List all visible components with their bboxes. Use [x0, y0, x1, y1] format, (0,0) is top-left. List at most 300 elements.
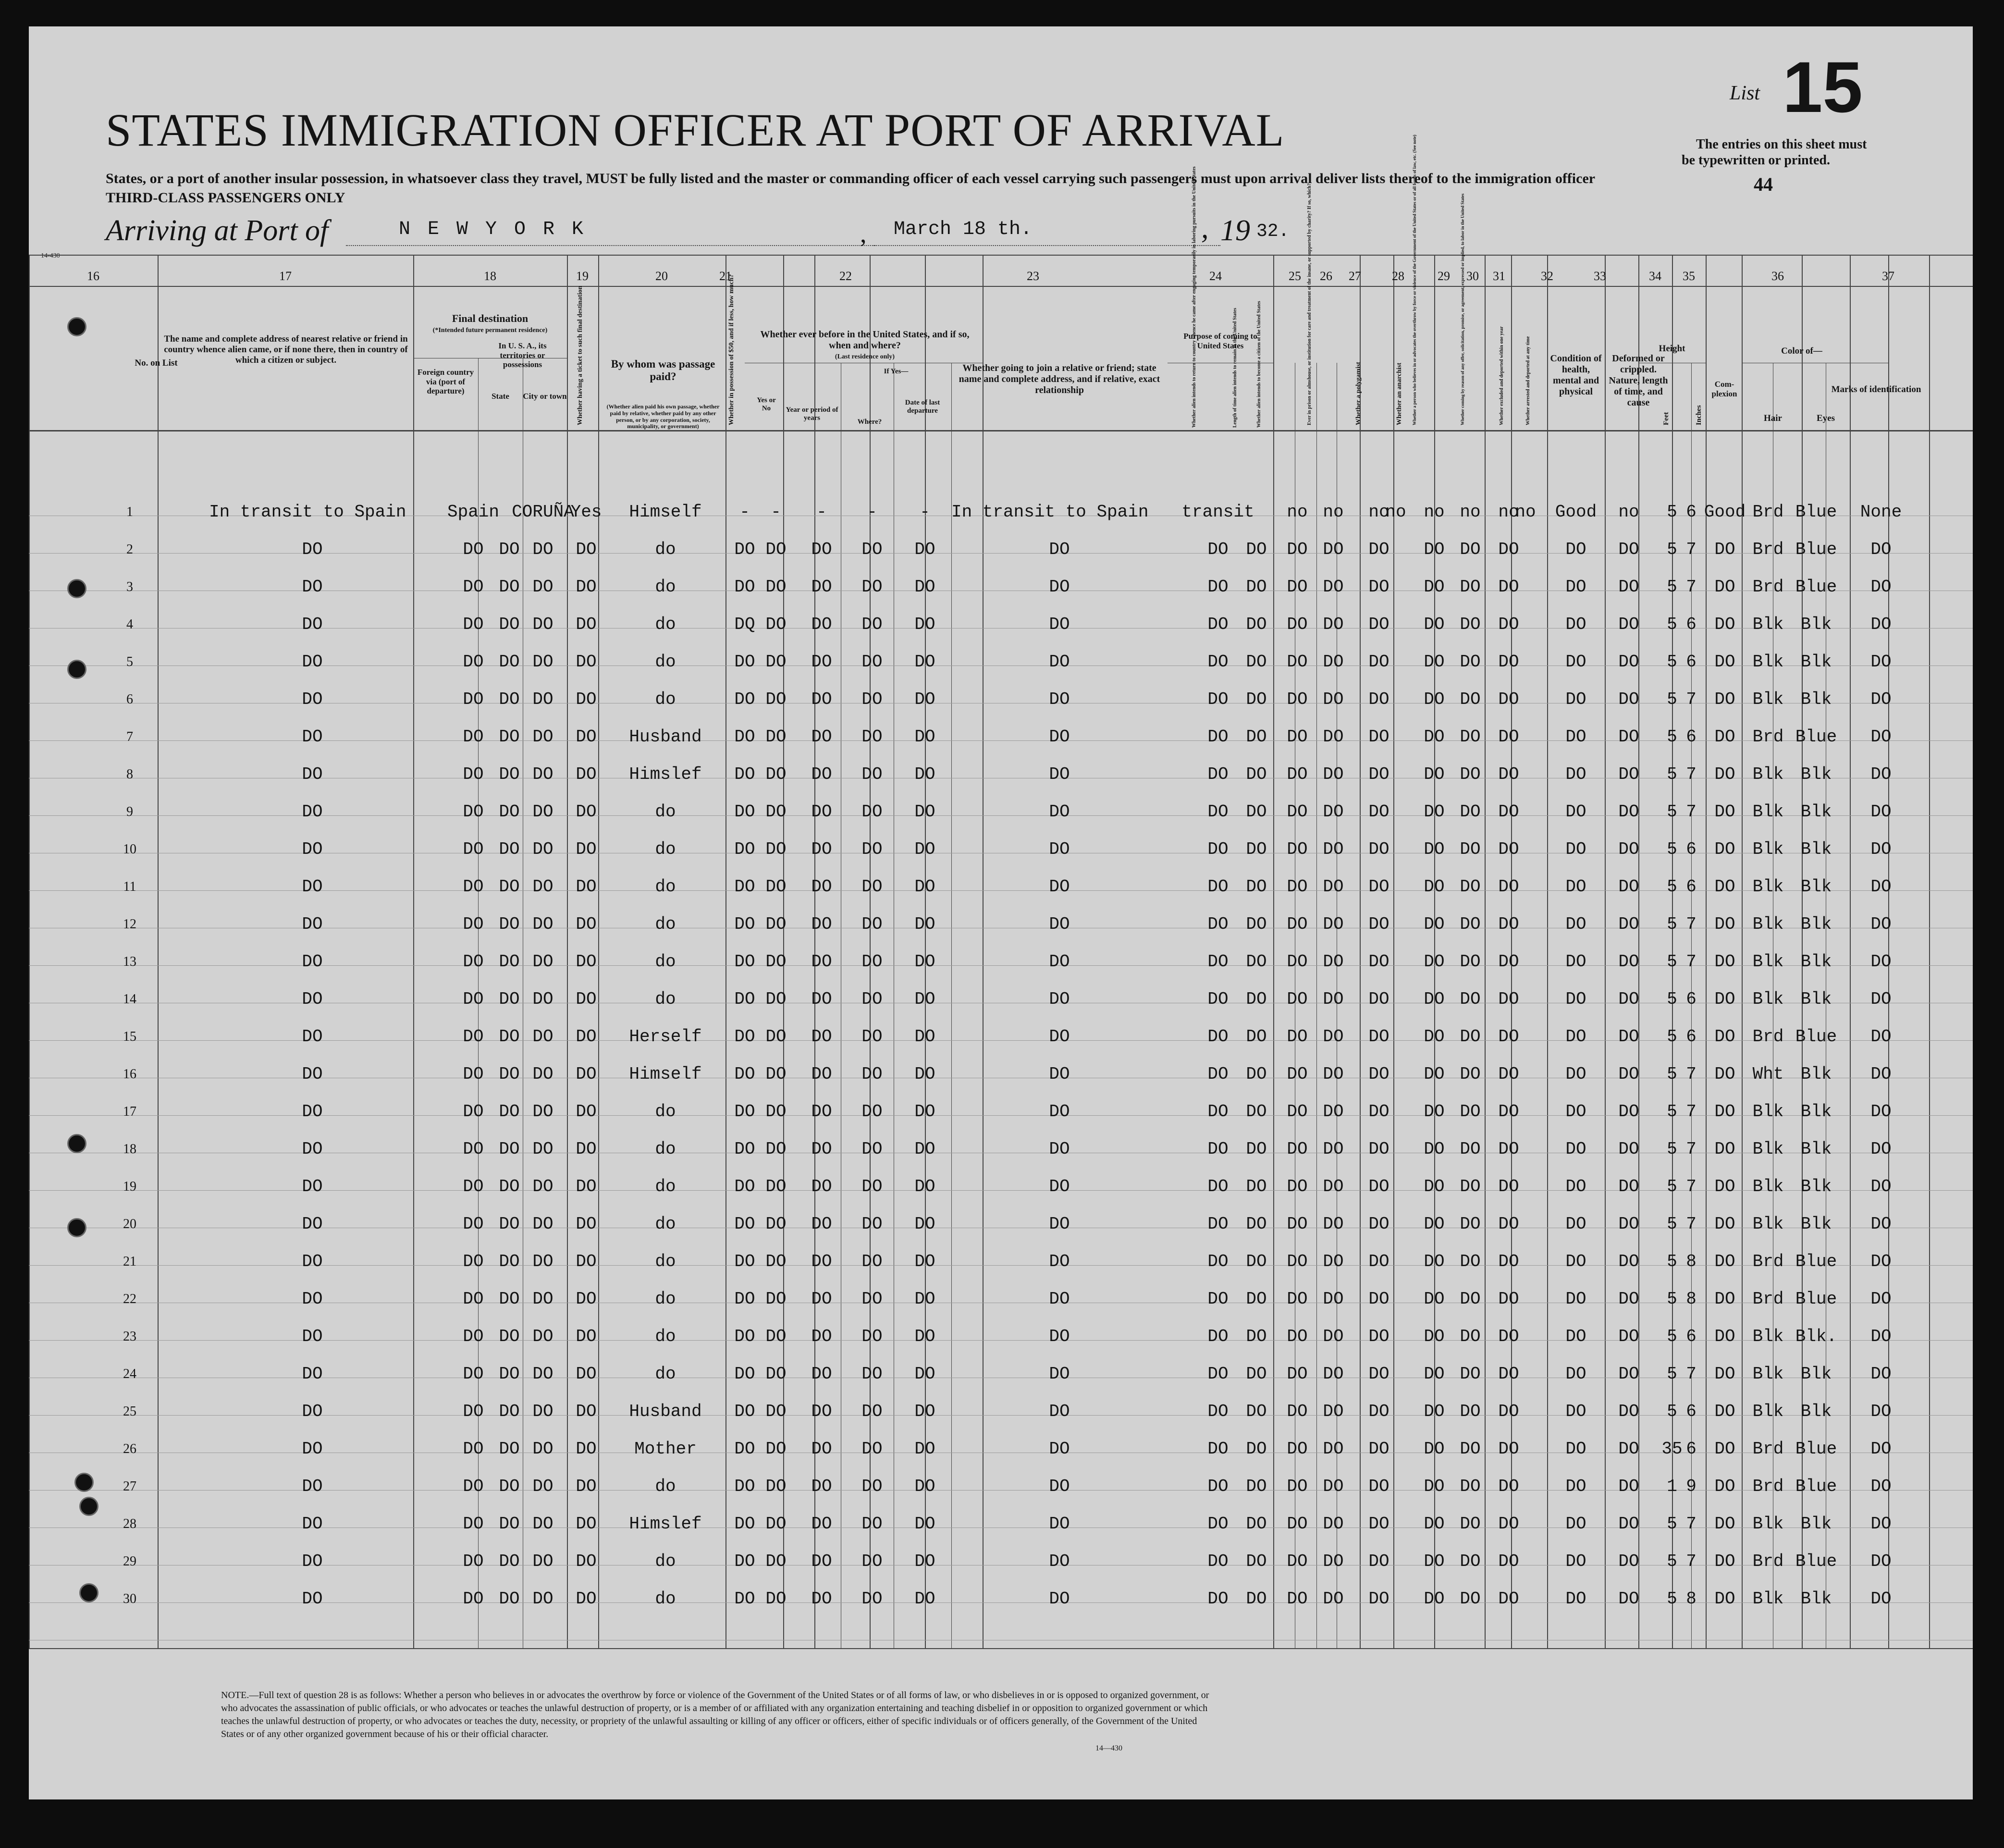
cell-c17: DO [302, 1439, 323, 1459]
cell-c19: DO [576, 1327, 597, 1346]
cell-c18b: DO [499, 764, 520, 784]
cell-c20: do [655, 1252, 676, 1271]
cell-c26: DO [1368, 652, 1389, 672]
cell-c20: do [655, 1289, 676, 1309]
cell-c22a: DO [765, 1439, 787, 1459]
cell-c34a: 5 [1667, 1177, 1677, 1196]
cell-c36a: Blk [1752, 1327, 1784, 1346]
cell-c34a: 5 [1667, 502, 1677, 522]
row-number: 9 [126, 804, 133, 819]
row-number: 26 [123, 1441, 136, 1456]
cell-c30: DO [1498, 914, 1519, 934]
cell-c24b: DO [1246, 1214, 1267, 1234]
cell-c24a: DO [1207, 764, 1229, 784]
cell-c30: DO [1498, 952, 1519, 972]
cell-c20: do [655, 615, 676, 634]
cell-c37: DO [1870, 1477, 1892, 1496]
cell-c33: DO [1618, 1289, 1639, 1309]
cell-c34a: 5 [1667, 839, 1677, 859]
cell-c34a: 5 [1667, 1214, 1677, 1234]
cell-c35: DO [1714, 1139, 1735, 1159]
cell-c20: do [655, 577, 676, 597]
cell-c33: DO [1618, 1514, 1639, 1534]
cell-c22a: DO [765, 802, 787, 822]
header-inches: Inches [1695, 405, 1703, 425]
cell-c17: DO [302, 1214, 323, 1234]
cell-c23: DO [1049, 1102, 1070, 1121]
header-c31: Whether arrested and deported at any time [1525, 336, 1531, 425]
cell-c22b: DO [811, 1364, 832, 1384]
cell-c24c: DO [1287, 1327, 1308, 1346]
cell-c28: DO [1424, 727, 1445, 747]
cell-c18c: DO [532, 1439, 553, 1459]
cell-c22b: DO [811, 540, 832, 559]
header-yes-or-no: Yes or No [757, 396, 776, 413]
cell-c18b: DO [499, 802, 520, 822]
cell-c21: DO [734, 1214, 755, 1234]
cell-c18c: DO [532, 1177, 553, 1196]
cell-c22c: DO [861, 1177, 883, 1196]
cell-c23: DO [1049, 989, 1070, 1009]
cell-c29: DO [1460, 989, 1481, 1009]
cell-c34a: 5 [1667, 1402, 1677, 1421]
cell-c24b: DO [1246, 1252, 1267, 1271]
arriving-label: Arriving at Port of [106, 214, 329, 247]
cell-c33: DO [1618, 1364, 1639, 1384]
cell-c21: DO [734, 1139, 755, 1159]
cell-c22b: DO [811, 1252, 832, 1271]
cell-c18b: DO [499, 989, 520, 1009]
cell-c17: DO [302, 1064, 323, 1084]
cell-c36a: Brd [1752, 502, 1784, 522]
cell-c33: DO [1618, 615, 1639, 634]
row-number: 22 [123, 1292, 136, 1306]
cell-c24b: DO [1246, 1589, 1267, 1609]
column-number: 25 [1289, 269, 1301, 283]
cell-c28: DO [1424, 540, 1445, 559]
header-c26: Whether a polygamist [1355, 362, 1362, 425]
cell-c19: DO [576, 1252, 597, 1271]
cell-c24b: DO [1246, 615, 1267, 634]
cell-c35: DO [1714, 1552, 1735, 1571]
cell-c37: DO [1870, 1364, 1892, 1384]
cell-c22d: DO [914, 952, 935, 972]
cell-c34a: 5 [1667, 1289, 1677, 1309]
cell-c35: DO [1714, 1289, 1735, 1309]
cell-c22b: DO [811, 1552, 832, 1571]
cell-c32: DO [1565, 577, 1586, 597]
row-number: 4 [126, 617, 133, 632]
cell-c36b: Blk [1800, 615, 1832, 634]
cell-c19: DO [576, 1102, 597, 1121]
cell-c24a: DO [1207, 989, 1229, 1009]
cell-c29: DO [1460, 1289, 1481, 1309]
cell-c28: DO [1424, 764, 1445, 784]
cell-c21: DO [734, 802, 755, 822]
cell-c32: DO [1565, 877, 1586, 897]
cell-c32: DO [1565, 1514, 1586, 1534]
cell-c22a: DO [765, 1477, 787, 1496]
cell-c22a: DO [765, 1139, 787, 1159]
cell-c34a: 5 [1667, 989, 1677, 1009]
cell-c32: DO [1565, 1552, 1586, 1571]
cell-c22d: DO [914, 914, 935, 934]
cell-c18a: DO [463, 764, 484, 784]
cell-c17: DO [302, 1177, 323, 1196]
cell-c24a: DO [1207, 1139, 1229, 1159]
cell-c24c: DO [1287, 1027, 1308, 1047]
cell-c36b: Blue [1795, 1439, 1837, 1459]
column-number: 21 [719, 269, 732, 283]
cell-c34b: 7 [1686, 577, 1697, 597]
cell-c33: DO [1618, 1139, 1639, 1159]
cell-c19: DO [576, 1439, 597, 1459]
cell-c36b: Blk [1800, 1139, 1832, 1159]
cell-c18c: DO [532, 690, 553, 709]
cell-c37: DO [1870, 1589, 1892, 1609]
cell-c32: DO [1565, 1477, 1586, 1496]
cell-c18c: DO [532, 1552, 553, 1571]
cell-c26: DO [1368, 577, 1389, 597]
cell-c18a: DO [463, 1552, 484, 1571]
cell-c29: DO [1460, 1402, 1481, 1421]
form-instructions: States, or a port of another insular possession, in whatsoever class they travel, MUST be fully listed and the master or commanding officer of each vessel carrying such passengers must upon arrival deliver lists thereof to the immigration officer [106, 171, 1596, 186]
cell-c24c: DO [1287, 540, 1308, 559]
cell-c34a: 5 [1667, 1252, 1677, 1271]
cell-c18a: DO [463, 1064, 484, 1084]
column-number: 20 [655, 269, 668, 283]
cell-c36a: Blk [1752, 1102, 1784, 1121]
cell-c25: DO [1323, 1139, 1344, 1159]
cell-c21: DO [734, 764, 755, 784]
cell-c22b: DO [811, 764, 832, 784]
cell-c28: DO [1424, 1064, 1445, 1084]
cell-c22c: DO [861, 1552, 883, 1571]
cell-c17: DO [302, 1552, 323, 1571]
cell-c33: DO [1618, 839, 1639, 859]
cell-c35: DO [1714, 1589, 1735, 1609]
cell-c20: do [655, 1139, 676, 1159]
year-suffix: 32. [1256, 221, 1290, 242]
cell-c22c: DO [861, 652, 883, 672]
cell-c36a: Blk [1752, 1177, 1784, 1196]
row-number: 1 [126, 505, 133, 519]
header-condition: Condition of health, mental and physical [1550, 353, 1602, 397]
cell-c24a: DO [1207, 690, 1229, 709]
cell-c22a: DO [765, 914, 787, 934]
cell-c36b: Blk [1800, 952, 1832, 972]
cell-c26: DO [1368, 540, 1389, 559]
row-number: 25 [123, 1404, 136, 1419]
cell-c26: DO [1368, 1139, 1389, 1159]
cell-c34b: 6 [1686, 839, 1697, 859]
cell-c22b: - [816, 502, 827, 522]
cell-c24b: DO [1246, 540, 1267, 559]
cell-c30: DO [1498, 615, 1519, 634]
cell-c17: DO [302, 690, 323, 709]
cell-c35: DO [1714, 1102, 1735, 1121]
cell-c33: DO [1618, 952, 1639, 972]
row-number: 3 [126, 579, 133, 594]
cell-c23: DO [1049, 615, 1070, 634]
cell-c18c: DO [532, 1027, 553, 1047]
cell-c25: DO [1323, 1552, 1344, 1571]
cell-c36a: Blk [1752, 652, 1784, 672]
cell-c23: DO [1049, 1064, 1070, 1084]
cell-c36a: Blk [1752, 1214, 1784, 1234]
cell-c24a: DO [1207, 1439, 1229, 1459]
cell-c34a: 5 [1667, 1027, 1677, 1047]
cell-c25: DO [1323, 1064, 1344, 1084]
cell-c22a: DO [765, 1064, 787, 1084]
cell-c26: DO [1368, 952, 1389, 972]
cell-c32: DO [1565, 1289, 1586, 1309]
cell-c34b: 7 [1686, 1514, 1697, 1534]
cell-c25: DO [1323, 877, 1344, 897]
cell-c21: - [739, 502, 750, 522]
cell-c24a: DO [1207, 1552, 1229, 1571]
cell-c22d: DO [914, 1289, 935, 1309]
cell-c24b: DO [1246, 1364, 1267, 1384]
cell-c37: DO [1870, 1139, 1892, 1159]
cell-c36a: Blk [1752, 764, 1784, 784]
punch-hole [79, 1583, 98, 1602]
cell-c34a: 5 [1667, 802, 1677, 822]
cell-c25: DO [1323, 1027, 1344, 1047]
cell-c28: DO [1424, 1177, 1445, 1196]
cell-c18b: DO [499, 615, 520, 634]
cell-c36a: Brd [1752, 540, 1784, 559]
cell-c28: DO [1424, 952, 1445, 972]
cell-c31: no [1515, 502, 1536, 522]
cell-c22c: DO [861, 1402, 883, 1421]
row-number: 23 [123, 1329, 136, 1344]
cell-c21: DO [734, 952, 755, 972]
cell-c18c: DO [532, 839, 553, 859]
cell-c24a: DO [1207, 802, 1229, 822]
cell-c33: DO [1618, 577, 1639, 597]
cell-c18a: DO [463, 1027, 484, 1047]
cell-c22d: DO [914, 727, 935, 747]
cell-c28: DO [1424, 802, 1445, 822]
cell-c24c: DO [1287, 652, 1308, 672]
cell-c24b: DO [1246, 1514, 1267, 1534]
cell-c23: DO [1049, 1552, 1070, 1571]
cell-c35: DO [1714, 1514, 1735, 1534]
cell-c36a: Blk [1752, 1514, 1784, 1534]
cell-c19: Yes [570, 502, 602, 522]
cell-c18c: CORUÑA [512, 502, 574, 522]
cell-c30: DO [1498, 989, 1519, 1009]
cell-c22b: DO [811, 989, 832, 1009]
cell-c22d: DO [914, 1214, 935, 1234]
cell-c22c: DO [861, 1139, 883, 1159]
cell-c22d: DO [914, 577, 935, 597]
cell-c26: DO [1368, 802, 1389, 822]
cell-c32: DO [1565, 1064, 1586, 1084]
cell-c36a: Brd [1752, 1027, 1784, 1047]
cell-c18b: DO [499, 1514, 520, 1534]
cell-c29: DO [1460, 1064, 1481, 1084]
cell-c35: DO [1714, 1439, 1735, 1459]
cell-c26: DO [1368, 1439, 1389, 1459]
cell-c28: DO [1424, 1552, 1445, 1571]
cell-c18b: DO [499, 952, 520, 972]
cell-c35: DO [1714, 1364, 1735, 1384]
cell-c28: DO [1424, 1364, 1445, 1384]
row-number: 30 [123, 1591, 136, 1606]
cell-c18b: DO [499, 1064, 520, 1084]
header-c30: Whether excluded and deported within one year [1499, 326, 1504, 425]
cell-c25: DO [1323, 1214, 1344, 1234]
cell-c18b: DO [499, 1252, 520, 1271]
cell-c29: DO [1460, 1214, 1481, 1234]
cell-c24b: DO [1246, 577, 1267, 597]
cell-c29: DO [1460, 839, 1481, 859]
cell-c30: DO [1498, 1589, 1519, 1609]
cell-c36a: Brd [1752, 1289, 1784, 1309]
cell-c24a: DO [1207, 1289, 1229, 1309]
cell-c23: DO [1049, 1214, 1070, 1234]
cell-c22c: DO [861, 577, 883, 597]
cell-c37: DO [1870, 952, 1892, 972]
cell-c26: DO [1368, 1552, 1389, 1571]
cell-c34a: 5 [1667, 540, 1677, 559]
cell-c29: DO [1460, 914, 1481, 934]
cell-c37: DO [1870, 1514, 1892, 1534]
cell-c22c: DO [861, 1214, 883, 1234]
cell-c28: DO [1424, 1289, 1445, 1309]
cell-c22a: DO [765, 1552, 787, 1571]
cell-c32: DO [1565, 1177, 1586, 1196]
cell-c37: DO [1870, 1402, 1892, 1421]
cell-c24b: DO [1246, 1102, 1267, 1121]
cell-c19: DO [576, 1139, 597, 1159]
cell-c33: DO [1618, 652, 1639, 672]
cell-c24a: transit [1181, 502, 1254, 522]
cell-c36a: Blk [1752, 989, 1784, 1009]
cell-c19: DO [576, 764, 597, 784]
cell-c36b: Blue [1795, 577, 1837, 597]
cell-c22b: DO [811, 1514, 832, 1534]
cell-c29: DO [1460, 1552, 1481, 1571]
cell-c18c: DO [532, 1289, 553, 1309]
cell-c22d: DO [914, 989, 935, 1009]
cell-c22d: DO [914, 1514, 935, 1534]
cell-c18a: DO [463, 1289, 484, 1309]
cell-c20: do [655, 1552, 676, 1571]
cell-c37: DO [1870, 1177, 1892, 1196]
cell-c34b: 7 [1686, 952, 1697, 972]
cell-c19: DO [576, 1214, 597, 1234]
cell-c24a: DO [1207, 1214, 1229, 1234]
cell-c24a: DO [1207, 914, 1229, 934]
cell-c36b: Blk [1800, 1214, 1832, 1234]
cell-c36b: Blue [1795, 1027, 1837, 1047]
row-number: 7 [126, 729, 133, 744]
cell-c18a: DO [463, 540, 484, 559]
cell-c18a: DO [463, 914, 484, 934]
cell-c18c: DO [532, 540, 553, 559]
cell-c36b: Blue [1795, 1289, 1837, 1309]
cell-c34b: 7 [1686, 1364, 1697, 1384]
cell-c24a: DO [1207, 1402, 1229, 1421]
cell-c18b: DO [499, 1177, 520, 1196]
cell-c36a: Blk [1752, 1402, 1784, 1421]
cell-c28: no [1424, 502, 1445, 522]
cell-c19: DO [576, 1177, 597, 1196]
cell-c34a: 5 [1667, 1552, 1677, 1571]
header-city-or-town: City or town [523, 392, 567, 401]
cell-c17: DO [302, 1327, 323, 1346]
cell-c24b: DO [1246, 989, 1267, 1009]
cell-c18a: DO [463, 1477, 484, 1496]
cell-c24c: DO [1287, 1402, 1308, 1421]
cell-c29: DO [1460, 577, 1481, 597]
cell-c18a: DO [463, 1439, 484, 1459]
cell-c24b: DO [1246, 690, 1267, 709]
cell-c36b: Blk [1800, 1402, 1832, 1421]
cell-c20: do [655, 839, 676, 859]
cell-c22a: - [771, 502, 781, 522]
cell-c33: DO [1618, 1402, 1639, 1421]
cell-c29: DO [1460, 615, 1481, 634]
cell-c24a: DO [1207, 1327, 1229, 1346]
cell-c21: DO [734, 1477, 755, 1496]
cell-c18b: DO [499, 690, 520, 709]
cell-c20: do [655, 1364, 676, 1384]
cell-c18b: DO [499, 1327, 520, 1346]
cell-c29: DO [1460, 1327, 1481, 1346]
cell-c34a: 5 [1667, 1514, 1677, 1534]
cell-c28: DO [1424, 1439, 1445, 1459]
cell-c36a: Blk [1752, 877, 1784, 897]
cell-c18a: DO [463, 577, 484, 597]
cell-c28: DO [1424, 914, 1445, 934]
cell-c33: DO [1618, 1177, 1639, 1196]
cell-c24a: DO [1207, 615, 1229, 634]
cell-c22c: DO [861, 914, 883, 934]
cell-c26: DO [1368, 1214, 1389, 1234]
cell-c28: DO [1424, 577, 1445, 597]
cell-c37: DO [1870, 877, 1892, 897]
cell-c34a: 5 [1667, 577, 1677, 597]
cell-c24b: DO [1246, 1439, 1267, 1459]
cell-c22d: DO [914, 1027, 935, 1047]
header-c25: Ever in prison or almshouse, or institution for care and treatment of the insane, or supported by charity? If so, which? [1307, 183, 1312, 425]
cell-c18c: DO [532, 1327, 553, 1346]
cell-c18a: DO [463, 989, 484, 1009]
cell-c36a: Wht [1752, 1064, 1784, 1084]
cell-c32: DO [1565, 615, 1586, 634]
cell-c36a: Blk [1752, 802, 1784, 822]
cell-c18b: DO [499, 914, 520, 934]
cell-c18b: DO [499, 540, 520, 559]
cell-c22a: DO [765, 839, 787, 859]
cell-c18a: DO [463, 652, 484, 672]
cell-c22d: DO [914, 690, 935, 709]
cell-c36a: Blk [1752, 690, 1784, 709]
cell-c32: DO [1565, 989, 1586, 1009]
cell-c32: DO [1565, 1102, 1586, 1121]
row-number: 28 [123, 1516, 136, 1531]
list-number: 15 [1783, 47, 1863, 127]
cell-c22d: DO [914, 1364, 935, 1384]
cell-c36b: Blue [1795, 540, 1837, 559]
cell-c22a: DO [765, 1027, 787, 1047]
cell-c37: DO [1870, 1552, 1892, 1571]
cell-c23: DO [1049, 690, 1070, 709]
